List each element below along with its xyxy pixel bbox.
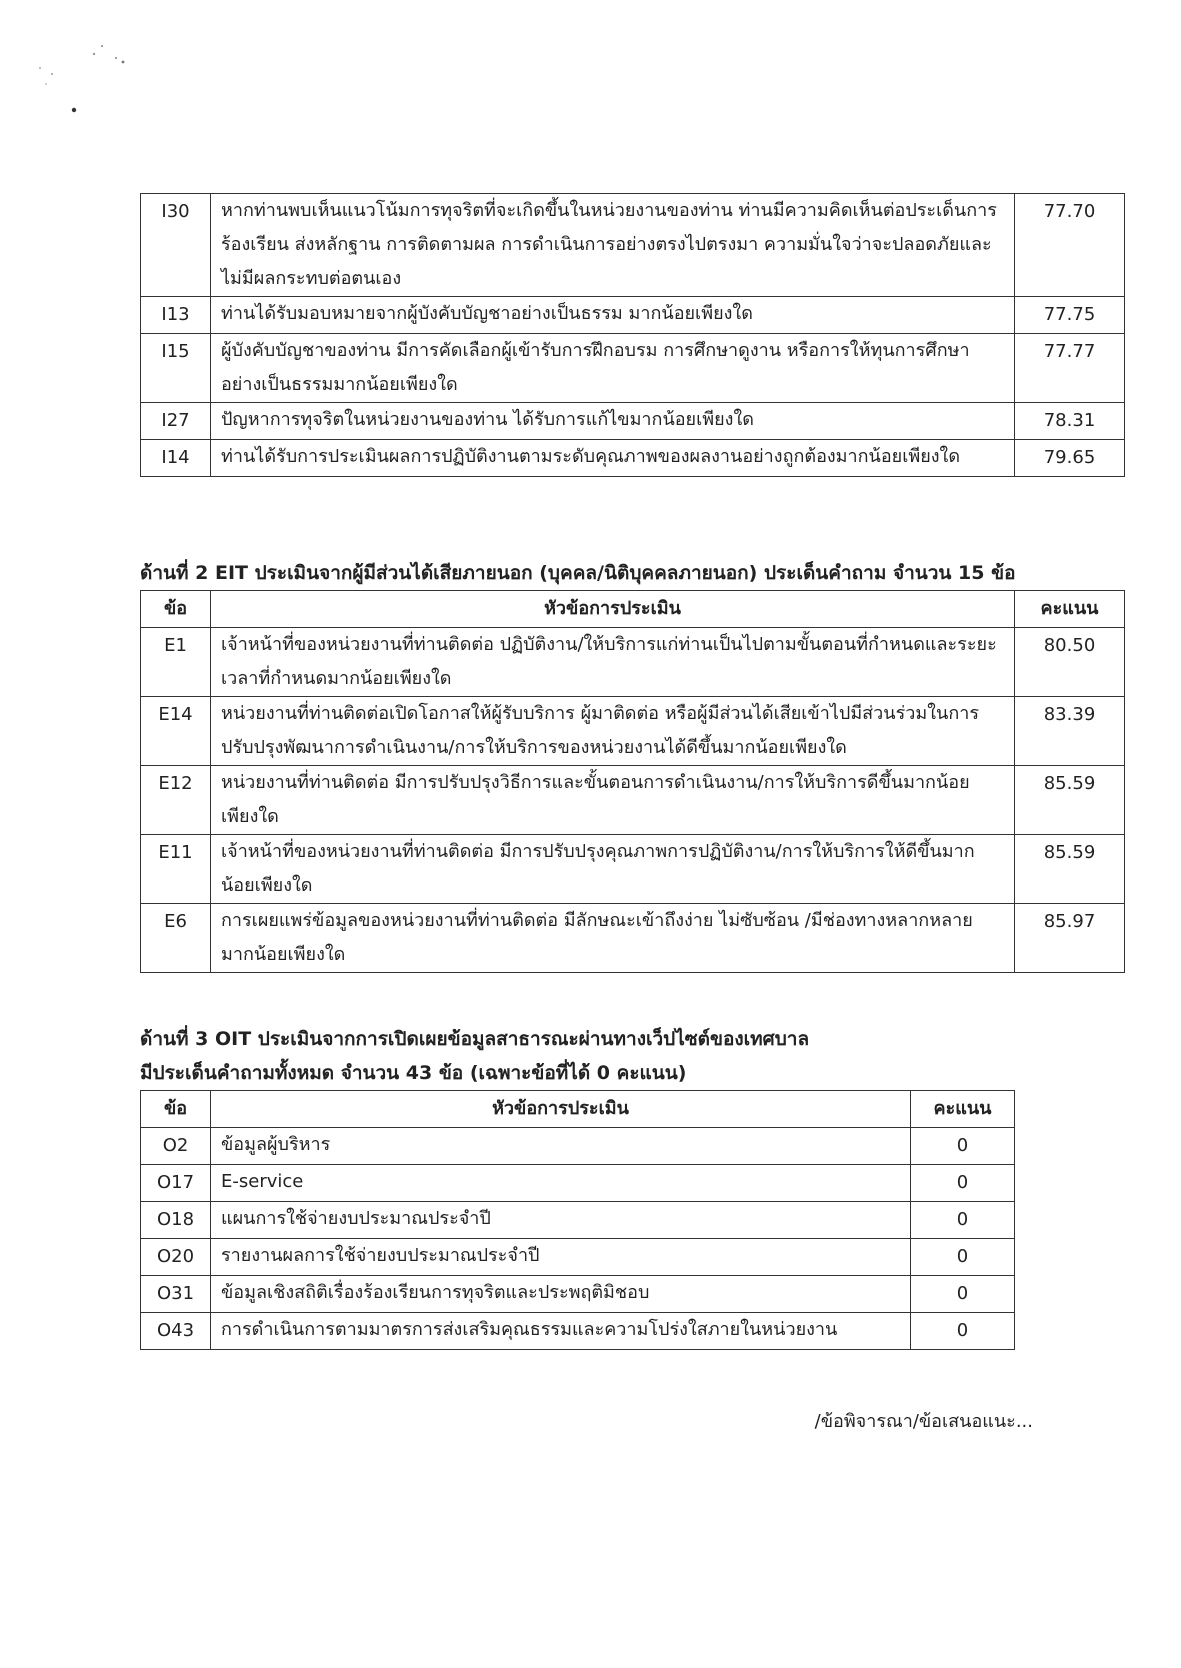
row-code: I27 [141,403,211,440]
row-score: 0 [911,1165,1015,1202]
table-row [141,403,1125,440]
row-topic: หากท่านพบเห็นแนวโน้มการทุจริตที่จะเกิดขึ้นในหน่วยงานของท่าน ท่านมีความคิดเห็นต่อประเด็นการร้องเรียน ส่งหลักฐาน การติดตามผล การดำเนินการอย่างตรงไปตรงมา ความมั่นใจว่าจะปลอดภัยและไม่มีผลกระทบต่อตนเอง [211,194,1015,297]
table-row [141,1165,1015,1202]
row-topic: เจ้าหน้าที่ของหน่วยงานที่ท่านติดต่อ มีการปรับปรุงคุณภาพการปฏิบัติงาน/การให้บริการให้ดีขึ้นมากน้อยเพียงใด [211,835,1015,904]
section-2-heading: ด้านที่ 2 EIT ประเมินจากผู้มีส่วนได้เสียภายนอก (บุคคล/นิติบุคคลภายนอก) ประเด็นคำถาม จำนวน 15 ข้อ [140,562,1016,584]
row-code: I30 [141,194,211,297]
header-score: คะแนน [911,1091,1015,1128]
row-code: O43 [141,1313,211,1350]
row-code: O2 [141,1128,211,1165]
header-topic: หัวข้อการประเมิน [211,1091,911,1128]
header-score: คะแนน [1015,591,1125,628]
table-header-row [141,1091,1015,1128]
row-topic: ผู้บังคับบัญชาของท่าน มีการคัดเลือกผู้เข้ารับการฝึกอบรม การศึกษาดูงาน หรือการให้ทุนการศึกษา อย่างเป็นธรรมมากน้อยเพียงใด [211,334,1015,403]
row-score: 0 [911,1239,1015,1276]
header-code: ข้อ [141,591,211,628]
row-score: 77.70 [1015,194,1125,297]
row-score: 77.75 [1015,297,1125,334]
table-external [140,590,1125,973]
row-code: E14 [141,697,211,766]
row-score: 0 [911,1276,1015,1313]
row-code: O31 [141,1276,211,1313]
table-row [141,1239,1015,1276]
table-row [141,334,1125,403]
row-topic: หน่วยงานที่ท่านติดต่อเปิดโอกาสให้ผู้รับบริการ ผู้มาติดต่อ หรือผู้มีส่วนได้เสียเข้าไปมีส่วนร่วมในการปรับปรุงพัฒนาการดำเนินงาน/การให้บริการของหน่วยงานได้ดีขึ้นมากน้อยเพียงใด [211,697,1015,766]
row-score: 85.59 [1015,766,1125,835]
row-topic: การเผยแพร่ข้อมูลของหน่วยงานที่ท่านติดต่อ มีลักษณะเข้าถึงง่าย ไม่ซับซ้อน /มีช่องทางหลากหลาย มากน้อยเพียงใด [211,904,1015,973]
row-code: E6 [141,904,211,973]
section-3-heading-line2: มีประเด็นคำถามทั้งหมด จำนวน 43 ข้อ (เฉพาะข้อที่ได้ 0 คะแนน) [140,1062,687,1084]
scan-specks [30,40,140,120]
table-row [141,628,1125,697]
table-row [141,1202,1015,1239]
table-header-row [141,591,1125,628]
row-score: 79.65 [1015,440,1125,477]
row-topic: หน่วยงานที่ท่านติดต่อ มีการปรับปรุงวิธีการและขั้นตอนการดำเนินงาน/การให้บริการดีขึ้นมากน้อยเพียงใด [211,766,1015,835]
row-code: E1 [141,628,211,697]
continuation-note: /ข้อพิจารณา/ข้อเสนอแนะ... [814,1411,1033,1432]
row-code: I14 [141,440,211,477]
row-topic: เจ้าหน้าที่ของหน่วยงานที่ท่านติดต่อ ปฏิบัติงาน/ให้บริการแก่ท่านเป็นไปตามขั้นตอนที่กำหนดและระยะเวลาที่กำหนดมากน้อยเพียงใด [211,628,1015,697]
row-score: 0 [911,1128,1015,1165]
row-topic: ข้อมูลเชิงสถิติเรื่องร้องเรียนการทุจริตและประพฤติมิชอบ [211,1276,911,1313]
row-code: E12 [141,766,211,835]
row-score: 85.59 [1015,835,1125,904]
row-topic: การดำเนินการตามมาตรการส่งเสริมคุณธรรมและความโปร่งใสภายในหน่วยงาน [211,1313,911,1350]
row-score: 78.31 [1015,403,1125,440]
header-code: ข้อ [141,1091,211,1128]
table-row [141,1313,1015,1350]
row-score: 83.39 [1015,697,1125,766]
table-row [141,297,1125,334]
row-score: 0 [911,1202,1015,1239]
row-code: E11 [141,835,211,904]
header-topic: หัวข้อการประเมิน [211,591,1015,628]
table-row [141,1276,1015,1313]
table-row [141,835,1125,904]
table-row [141,440,1125,477]
row-topic: ท่านได้รับการประเมินผลการปฏิบัติงานตามระดับคุณภาพของผลงานอย่างถูกต้องมากน้อยเพียงใด [211,440,1015,477]
row-code: O17 [141,1165,211,1202]
table-row [141,697,1125,766]
row-code: I15 [141,334,211,403]
row-topic: รายงานผลการใช้จ่ายงบประมาณประจำปี [211,1239,911,1276]
table-row [141,194,1125,297]
table-oit [140,1090,1015,1350]
table-internal [140,193,1125,477]
row-topic: ปัญหาการทุจริตในหน่วยงานของท่าน ได้รับการแก้ไขมากน้อยเพียงใด [211,403,1015,440]
row-topic: E-service [211,1165,911,1202]
row-topic: ท่านได้รับมอบหมายจากผู้บังคับบัญชาอย่างเป็นธรรม มากน้อยเพียงใด [211,297,1015,334]
row-score: 85.97 [1015,904,1125,973]
section-3-heading-line1: ด้านที่ 3 OIT ประเมินจากการเปิดเผยข้อมูลสาธารณะผ่านทางเว็ปไซต์ของเทศบาล [140,1028,810,1050]
table-row [141,1128,1015,1165]
row-topic: แผนการใช้จ่ายงบประมาณประจำปี [211,1202,911,1239]
row-score: 77.77 [1015,334,1125,403]
row-score: 0 [911,1313,1015,1350]
row-code: I13 [141,297,211,334]
table-row [141,766,1125,835]
table-row [141,904,1125,973]
row-score: 80.50 [1015,628,1125,697]
row-code: O20 [141,1239,211,1276]
row-code: O18 [141,1202,211,1239]
row-topic: ข้อมูลผู้บริหาร [211,1128,911,1165]
